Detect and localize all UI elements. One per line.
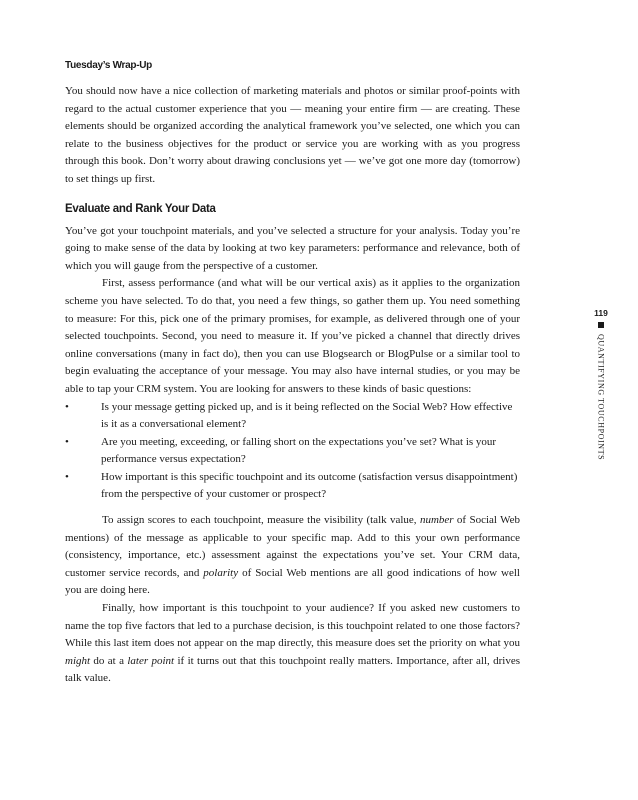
page-sidebar [590, 308, 612, 460]
list-item [65, 469, 520, 504]
list-item [65, 399, 520, 434]
bullet-icon: • [65, 470, 69, 483]
page-body [65, 60, 520, 688]
questions-list [65, 399, 520, 505]
evaluate-paragraph-1: You’ve got your touchpoint materials, and you’ve selected a structure for your analysis. Today you’re going to make sense of the data by looking at two key parameters: performance and relevance, both of which you will gauge from the perspective of a customer. [65, 224, 520, 272]
list-item-text: How important is this specific touchpoint and its outcome (satisfaction versus disappointment) from the perspective of your customer or prospect? [101, 470, 518, 501]
evaluate-paragraph-2: First, assess performance (and what will be our vertical axis) as it applies to the organization scheme you have selected. To do that, you need a few things, so gather them up. You need something to measure: For this, pick one of the primary promises, for example, as delivered through one of your selected touchpoints. Second, you need to measure it. If you’ve picked a channel that directly drives online conversations (many in fact do), then you can use Blogsearch or BlogPulse or a similar tool to begin evaluating the acceptance of your message. You may also have internal studies, or you may be able to tap your CRM system. You are looking for answers to these kinds of basic questions: [65, 277, 520, 395]
list-item-text: Is your message getting picked up, and is it being reflected on the Social Web? How effective is it as a conversational element? [101, 400, 513, 431]
bullet-icon: • [65, 400, 69, 413]
wrap-up-paragraph: You should now have a nice collection of marketing materials and photos or similar proof-points with regard to the actual customer experience that you — meaning your entire firm — are creating. These elements should be organized according the analytical framework you’ve selected, one which you can relate to the business objectives for the product or service you are working with as you progress through this book. Don’t worry about drawing conclusions yet — we’ve got one more day (tomorrow) to set things up first. [65, 85, 520, 185]
list-item [65, 434, 520, 469]
evaluate-heading: Evaluate and Rank Your Data [65, 202, 216, 215]
square-marker-icon [598, 322, 604, 328]
page-number: 119 [594, 308, 608, 318]
wrap-up-heading: Tuesday’s Wrap-Up [65, 60, 152, 71]
evaluate-paragraph-3: To assign scores to each touchpoint, measure the visibility (talk value, number of Social Web mentions) of the message as applicable to your specific map. Add to this your own performance (consistency, importance, etc.) assessment against the expectations you’ve set. Your CRM data, customer service records, and polarity of Social Web mentions are all good indications of how well you are doing here. [65, 514, 520, 597]
bullet-icon: • [65, 435, 69, 448]
list-item-text: Are you meeting, exceeding, or falling short on the expectations you’ve set? What is your performance versus expectation? [101, 435, 497, 466]
running-head: QUANTIFYING TOUCHPOINTS [596, 334, 606, 461]
evaluate-paragraph-4: Finally, how important is this touchpoint to your audience? If you asked new customers to name the top five factors that led to a purchase decision, is this touchpoint related to one those factors? While this last item does not appear on the map directly, this measure does set the priority on what you might do at a later point if it turns out that this touchpoint really matters. Importance, after all, drives talk value. [65, 602, 521, 685]
